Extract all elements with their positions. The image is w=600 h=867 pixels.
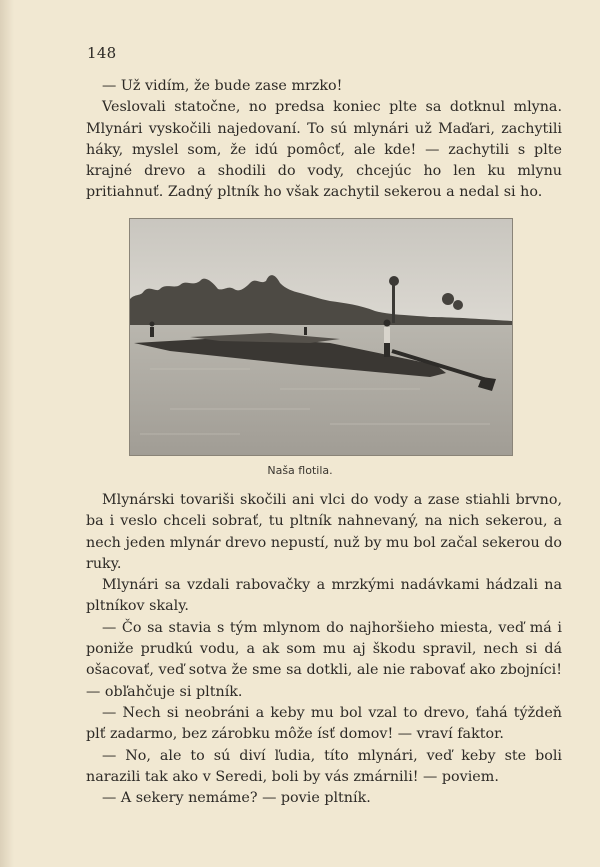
paragraph: Mlynárski tovariši skočili ani vlci do vody a zase stiahli brvno, ba i veslo chceli sobrať, tu pltník nahnevaný, na nich sekerou, a nech jeden mlynár drevo nepustí, nuž by mu bol začal sekerou do ruky. <box>86 492 562 572</box>
paragraph: — Nech si neobráni a keby mu bol vzal to drevo, ťahá týždeň plť zadarmo, bez zárobku môže ísť domov! — vraví faktor. <box>86 704 562 743</box>
text-block-bottom <box>86 490 562 809</box>
text-block-top <box>86 76 562 204</box>
paragraph: — Čo sa stavia s tým mlynom do najhoršieho miesta, veď má i poniže prudkú vodu, a ak som mu aj škodu spravil, nech si dá ošacovať, veď sotva že sme sa dotkli, ale nie rabovať ako zbojníci! — obľahčuje si pltník. <box>86 619 562 700</box>
page-number: 148 <box>87 44 117 62</box>
paragraph: Mlynári sa vzdali rabovačky a mrzkými nadávkami hádzali na pltníkov skaly. <box>86 577 562 615</box>
photo-illustration <box>130 219 512 455</box>
paragraph: — Už vidím, že bude zase mrzko! <box>102 78 343 94</box>
figure-caption: Naša flotila. <box>267 464 333 477</box>
paragraph: — A sekery nemáme? — povie pltník. <box>102 790 371 807</box>
paragraph: Veslovali statočne, no predsa koniec plte sa dotknul mlyna. Mlynári vyskočili najedovaní. To sú mlynári už Maďari, zachytili háky, myslel som, že idú pomôcť, ale kde! — zachytili s plte krajné drevo a shodili do vody, chcejúc ho len ku mlynu pritiahnuť. Zadný pltník ho však zachytil sekerou a nedal si ho. <box>86 99 562 201</box>
photo-rafts-on-river <box>129 218 513 456</box>
paragraph: — No, ale to sú diví ľudia, títo mlynári, veď keby ste boli narazili tak ako v Seredi, boli by vás zmárnili! — poviem. <box>86 747 562 785</box>
page-fold-shadow <box>0 0 14 867</box>
